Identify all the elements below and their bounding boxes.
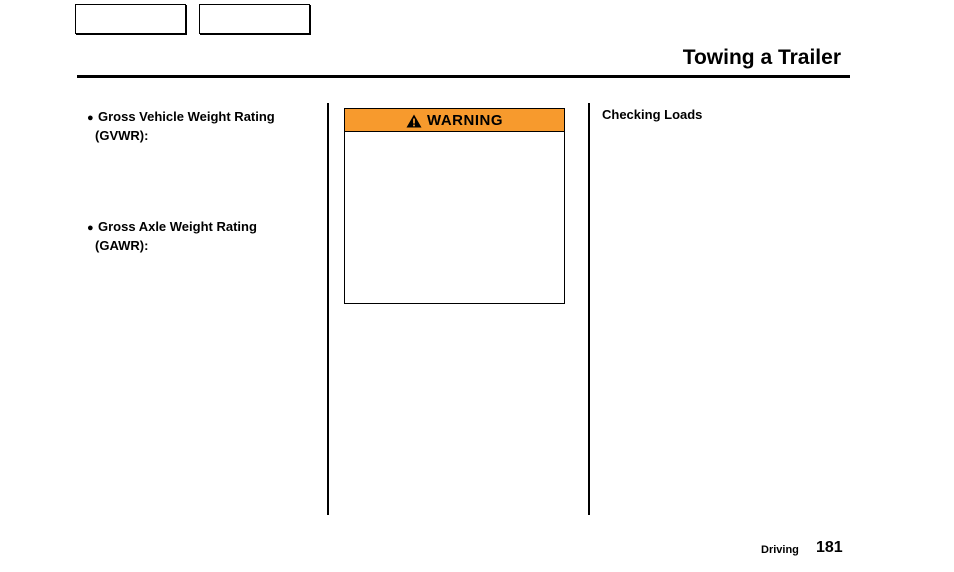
term-gawr xyxy=(87,218,317,254)
column-divider-left xyxy=(327,103,329,515)
page-title: Towing a Trailer xyxy=(682,46,841,69)
column-divider-right xyxy=(588,103,590,515)
term-gvwr-label: Gross Vehicle Weight Rating xyxy=(98,109,275,124)
term-gvwr xyxy=(87,108,317,144)
warning-box xyxy=(344,108,565,304)
title-rule xyxy=(77,75,850,78)
bullet-icon: ● xyxy=(87,222,94,234)
term-gvwr-abbrev: (GVWR): xyxy=(95,128,149,143)
section-heading-checking-loads: Checking Loads xyxy=(602,107,703,122)
warning-triangle-icon xyxy=(406,114,422,128)
page-number: 181 xyxy=(816,539,843,556)
warning-label: WARNING xyxy=(427,111,503,129)
bullet-icon: ● xyxy=(87,112,94,124)
warning-header xyxy=(345,109,564,132)
term-gawr-label: Gross Axle Weight Rating xyxy=(98,219,257,234)
footer-section-name: Driving xyxy=(761,544,799,556)
nav-button-2[interactable] xyxy=(199,4,310,34)
term-gawr-abbrev: (GAWR): xyxy=(95,238,149,253)
nav-button-1[interactable] xyxy=(75,4,186,34)
